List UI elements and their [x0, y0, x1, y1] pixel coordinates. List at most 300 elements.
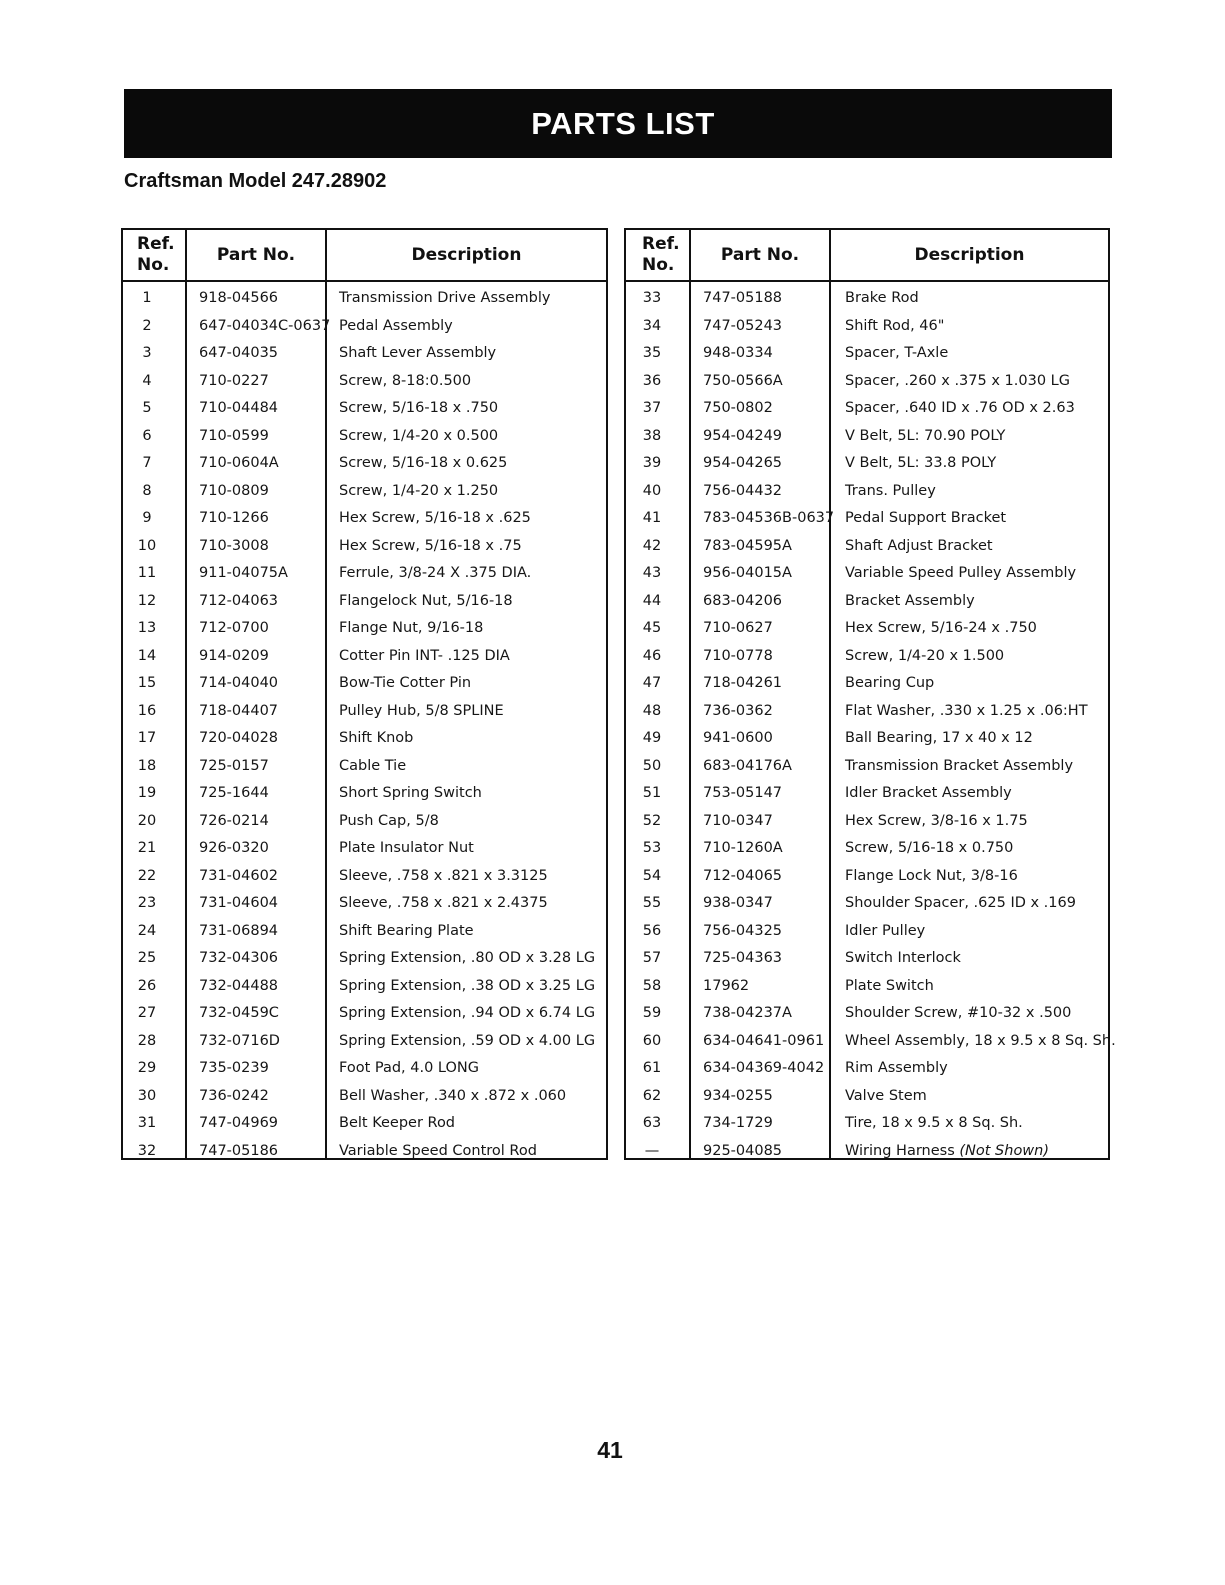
- part-no-cell: 736-0242: [199, 1087, 269, 1104]
- description-text: Trans. Pulley: [845, 482, 936, 499]
- part-no-cell: 750-0802: [703, 400, 773, 416]
- part-no-cell: 954-04265: [703, 455, 783, 471]
- description-cell: [845, 672, 934, 700]
- table-row: [123, 1057, 606, 1085]
- table-row: [626, 287, 1108, 315]
- description-cell: [339, 645, 510, 673]
- description-text: Switch Interlock: [845, 950, 961, 966]
- ref-no-cell: 21: [137, 840, 157, 856]
- table-row: [626, 1140, 1108, 1168]
- description-text: Variable Speed Pulley Assembly: [845, 565, 1077, 581]
- description-text: Spring Extension, .38 OD x 3.25 LG: [339, 977, 596, 994]
- description-cell: [845, 1112, 1023, 1140]
- description-text: Bearing Cup: [845, 675, 935, 691]
- part-no-cell: 647-04034C-0637: [199, 317, 331, 334]
- part-no-cell: 712-04063: [199, 592, 279, 609]
- ref-no-cell: 38: [642, 427, 662, 444]
- ref-no-header: [642, 230, 688, 280]
- table-row: [123, 287, 606, 315]
- part-no-cell: 756-04325: [703, 922, 783, 939]
- description-text: Spacer, .640 ID x .76 OD x 2.63: [845, 400, 1075, 416]
- part-no-cell: 710-1266: [199, 510, 269, 526]
- table-row: [626, 1057, 1108, 1085]
- description-text: Hex Screw, 5/16-18 x .625: [339, 510, 531, 526]
- ref-header-line1: Ref.: [642, 234, 680, 254]
- description-text: Spring Extension, .94 OD x 6.74 LG: [339, 1005, 596, 1021]
- description-text: Flange Lock Nut, 3/8-16: [845, 867, 1018, 884]
- ref-header-line1: Ref.: [137, 234, 175, 254]
- ref-no-cell: —: [644, 1142, 660, 1159]
- ref-no-cell: 8: [142, 482, 152, 499]
- description-text: Idler Bracket Assembly: [845, 785, 1012, 801]
- description-text: Push Cap, 5/8: [339, 812, 439, 829]
- description-text: Sleeve, .758 x .821 x 3.3125: [339, 867, 548, 884]
- ref-no-cell: 28: [137, 1032, 157, 1049]
- table-row: [626, 700, 1108, 728]
- ref-no-cell: 1: [142, 290, 152, 306]
- description-note: (Not Shown): [959, 1142, 1050, 1159]
- table-row: [123, 535, 606, 563]
- part-no-cell: 934-0255: [703, 1087, 773, 1104]
- description-cell: [845, 1002, 1071, 1030]
- page-title: PARTS LIST: [531, 105, 715, 141]
- table-row: [123, 1140, 606, 1168]
- part-no-cell: 938-0347: [703, 895, 773, 911]
- ref-no-cell: 50: [642, 757, 662, 774]
- description-cell: [339, 672, 471, 700]
- description-cell: [339, 975, 595, 1003]
- ref-no-cell: 6: [142, 427, 152, 444]
- description-text: Valve Stem: [845, 1087, 927, 1104]
- parts-list-banner: [124, 89, 1112, 158]
- part-no-cell: 712-0700: [199, 620, 269, 636]
- description-cell: [339, 287, 550, 315]
- table-row: [626, 617, 1108, 645]
- description-cell: [339, 1085, 566, 1113]
- description-cell: [845, 507, 1006, 535]
- table-row: [123, 1002, 606, 1030]
- part-no-cell: 710-3008: [199, 537, 269, 554]
- description-text: Shaft Lever Assembly: [339, 345, 497, 361]
- description-cell: [339, 782, 482, 810]
- table-row: [626, 645, 1108, 673]
- table-row: [123, 755, 606, 783]
- part-no-cell: 738-04237A: [703, 1005, 792, 1021]
- description-cell: [339, 1112, 455, 1140]
- table-row: [626, 452, 1108, 480]
- description-cell: [339, 947, 595, 975]
- ref-no-cell: 39: [642, 455, 662, 471]
- description-text: Short Spring Switch: [339, 785, 482, 801]
- description-text: Wiring Harness: [845, 1142, 955, 1159]
- table-row: [626, 727, 1108, 755]
- ref-no-cell: 40: [642, 482, 662, 499]
- ref-no-cell: 57: [642, 950, 662, 966]
- description-cell: [339, 342, 496, 370]
- ref-no-cell: 32: [137, 1142, 157, 1159]
- table-row: [626, 480, 1108, 508]
- description-cell: [845, 452, 996, 480]
- ref-no-cell: 60: [642, 1032, 662, 1049]
- table-row: [626, 810, 1108, 838]
- part-no-cell: 753-05147: [703, 785, 783, 801]
- description-cell: [339, 507, 531, 535]
- ref-no-cell: 15: [137, 675, 157, 691]
- part-no-cell: 911-04075A: [199, 565, 288, 581]
- ref-header-line2: No.: [137, 255, 170, 275]
- part-no-cell: 647-04035: [199, 345, 279, 361]
- description-text: Hex Screw, 5/16-18 x .75: [339, 537, 522, 554]
- table-row: [626, 892, 1108, 920]
- part-no-cell: 732-0716D: [199, 1032, 280, 1049]
- description-text: Belt Keeper Rod: [339, 1115, 456, 1131]
- description-text: Sleeve, .758 x .821 x 2.4375: [339, 895, 548, 911]
- ref-no-cell: 54: [642, 867, 662, 884]
- part-no-cell: 712-04065: [703, 867, 783, 884]
- ref-no-cell: 58: [642, 977, 662, 994]
- table-row: [626, 755, 1108, 783]
- description-cell: [845, 590, 975, 618]
- description-cell: [845, 397, 1075, 425]
- table-row: [626, 425, 1108, 453]
- part-no-cell: 948-0334: [703, 345, 773, 361]
- part-no-cell: 732-04306: [199, 950, 279, 966]
- part-no-cell: 914-0209: [199, 647, 269, 664]
- table-row: [626, 975, 1108, 1003]
- description-cell: [845, 342, 948, 370]
- description-text: Spring Extension, .80 OD x 3.28 LG: [339, 950, 596, 966]
- table-row: [626, 947, 1108, 975]
- description-cell: [339, 755, 406, 783]
- ref-no-cell: 12: [137, 592, 157, 609]
- description-text: Ferrule, 3/8-24 X .375 DIA.: [339, 565, 532, 581]
- description-cell: [845, 727, 1033, 755]
- description-header: Description: [411, 245, 522, 265]
- ref-no-cell: 55: [642, 895, 662, 911]
- ref-no-cell: 23: [137, 895, 157, 911]
- table-row: [123, 645, 606, 673]
- table-row: [626, 507, 1108, 535]
- description-cell: [845, 1085, 927, 1113]
- ref-no-cell: 46: [642, 647, 662, 664]
- description-text: Shift Rod, 46": [845, 317, 945, 334]
- part-no-cell: 732-0459C: [199, 1005, 279, 1021]
- table-row: [123, 947, 606, 975]
- part-no-cell: 710-0809: [199, 482, 269, 499]
- description-text: Transmission Drive Assembly: [339, 290, 551, 306]
- description-cell: [339, 920, 474, 948]
- ref-no-cell: 61: [642, 1060, 662, 1076]
- ref-no-cell: 10: [137, 537, 157, 554]
- description-cell: [339, 1030, 595, 1058]
- part-no-cell: 918-04566: [199, 290, 279, 306]
- ref-no-cell: 33: [642, 290, 662, 306]
- description-cell: [339, 425, 498, 453]
- table-row: [626, 1085, 1108, 1113]
- ref-no-cell: 3: [142, 345, 152, 361]
- part-no-cell: 710-04484: [199, 400, 279, 416]
- ref-no-cell: 48: [642, 702, 662, 719]
- part-no-cell: 683-04206: [703, 592, 783, 609]
- ref-no-cell: 44: [642, 592, 662, 609]
- part-no-cell: 956-04015A: [703, 565, 792, 581]
- description-cell: [845, 700, 1088, 728]
- table-row: [626, 1002, 1108, 1030]
- part-no-cell: 747-04969: [199, 1115, 279, 1131]
- description-text: Transmission Bracket Assembly: [845, 757, 1074, 774]
- part-no-cell: 756-04432: [703, 482, 783, 499]
- table-row: [123, 425, 606, 453]
- part-no-cell: 726-0214: [199, 812, 269, 829]
- ref-no-cell: 5: [142, 400, 152, 416]
- description-cell: [339, 892, 548, 920]
- page-number: 41: [597, 1437, 623, 1463]
- part-no-cell: 710-0604A: [199, 455, 279, 471]
- ref-no-cell: 62: [642, 1087, 662, 1104]
- ref-no-cell: 56: [642, 922, 662, 939]
- part-no-cell: 710-0227: [199, 372, 269, 389]
- description-text: Flat Washer, .330 x 1.25 x .06:HT: [845, 702, 1088, 719]
- table-row: [123, 810, 606, 838]
- table-row: [626, 590, 1108, 618]
- ref-no-header: [137, 230, 183, 280]
- ref-no-cell: 17: [137, 730, 157, 746]
- description-text: Pulley Hub, 5/8 SPLINE: [339, 702, 504, 719]
- description-text: Variable Speed Control Rod: [339, 1142, 537, 1159]
- part-no-cell: 954-04249: [703, 427, 783, 444]
- table-row: [123, 342, 606, 370]
- description-cell: [339, 562, 531, 590]
- part-no-cell: 683-04176A: [703, 757, 792, 774]
- part-no-cell: 941-0600: [703, 730, 773, 746]
- table-row: [123, 975, 606, 1003]
- ref-no-cell: 29: [137, 1060, 157, 1076]
- table-row: [626, 370, 1108, 398]
- part-no-cell: 710-0347: [703, 812, 773, 829]
- part-no-cell: 750-0566A: [703, 372, 783, 389]
- table-row: [123, 480, 606, 508]
- ref-no-cell: 31: [137, 1115, 157, 1131]
- table-row: [123, 617, 606, 645]
- ref-no-cell: 4: [142, 372, 152, 389]
- part-no-cell: 731-06894: [199, 922, 279, 939]
- description-cell: [845, 947, 961, 975]
- table-row: [123, 397, 606, 425]
- ref-no-cell: 22: [137, 867, 157, 884]
- description-text: Idler Pulley: [845, 922, 926, 939]
- description-cell: [845, 617, 1037, 645]
- description-cell: [845, 535, 993, 563]
- ref-no-cell: 59: [642, 1005, 662, 1021]
- table-row: [123, 1030, 606, 1058]
- description-text: Shift Knob: [339, 730, 414, 746]
- part-no-cell: 634-04369-4042: [703, 1060, 825, 1076]
- ref-no-cell: 42: [642, 537, 662, 554]
- description-cell: [339, 837, 474, 865]
- description-cell: [845, 370, 1070, 398]
- description-cell: [845, 810, 1028, 838]
- model-heading: Craftsman Model 247.28902: [124, 170, 387, 192]
- part-no-cell: 747-05243: [703, 317, 783, 334]
- description-cell: [339, 617, 483, 645]
- description-text: Shift Bearing Plate: [339, 922, 474, 939]
- description-cell: [845, 1057, 948, 1085]
- table-row: [626, 1112, 1108, 1140]
- description-cell: [845, 892, 1076, 920]
- description-text: Tire, 18 x 9.5 x 8 Sq. Sh.: [845, 1115, 1023, 1131]
- part-no-cell: 783-04595A: [703, 537, 792, 554]
- parts-table-left: [121, 228, 608, 1160]
- description-cell: [845, 315, 944, 343]
- table-row: [626, 397, 1108, 425]
- description-cell: [845, 920, 925, 948]
- table-row: [123, 590, 606, 618]
- description-text: Flange Nut, 9/16-18: [339, 620, 484, 636]
- ref-no-cell: 34: [642, 317, 662, 334]
- description-cell: [339, 1002, 595, 1030]
- part-no-cell: 734-1729: [703, 1115, 773, 1131]
- description-cell: [339, 452, 507, 480]
- description-text: V Belt, 5L: 70.90 POLY: [845, 427, 1006, 444]
- description-text: Wheel Assembly, 18 x 9.5 x 8 Sq. Sh.: [845, 1032, 1116, 1049]
- part-no-cell: 783-04536B-0637: [703, 510, 835, 526]
- table-row: [123, 920, 606, 948]
- description-cell: [339, 1057, 479, 1085]
- description-text: Screw, 8-18:0.500: [339, 372, 472, 389]
- table-row: [123, 1112, 606, 1140]
- part-no-cell: 731-04604: [199, 895, 279, 911]
- ref-no-cell: 63: [642, 1115, 662, 1131]
- description-text: Screw, 5/16-18 x 0.625: [339, 455, 508, 471]
- description-text: Bracket Assembly: [845, 592, 975, 609]
- table-row: [626, 782, 1108, 810]
- description-cell: [845, 645, 1004, 673]
- description-cell: [845, 1140, 1049, 1168]
- ref-no-cell: 20: [137, 812, 157, 829]
- table-row: [626, 920, 1108, 948]
- table-row: [123, 727, 606, 755]
- part-no-cell: 925-04085: [703, 1142, 783, 1159]
- description-text: Screw, 1/4-20 x 1.500: [845, 647, 1005, 664]
- ref-no-cell: 30: [137, 1087, 157, 1104]
- description-text: Bow-Tie Cotter Pin: [339, 675, 472, 691]
- description-cell: [339, 865, 548, 893]
- part-no-cell: 17962: [703, 977, 750, 994]
- part-no-cell: 725-04363: [703, 950, 783, 966]
- ref-no-cell: 47: [642, 675, 662, 691]
- description-cell: [845, 755, 1073, 783]
- part-no-cell: 710-1260A: [703, 840, 783, 856]
- description-cell: [339, 315, 453, 343]
- description-text: Screw, 5/16-18 x 0.750: [845, 840, 1014, 856]
- part-no-cell: 710-0627: [703, 620, 773, 636]
- description-cell: [845, 782, 1012, 810]
- description-cell: [339, 810, 439, 838]
- ref-no-cell: 53: [642, 840, 662, 856]
- ref-no-cell: 16: [137, 702, 157, 719]
- description-text: Brake Rod: [845, 290, 919, 306]
- description-text: Screw, 1/4-20 x 1.250: [339, 482, 499, 499]
- ref-no-cell: 27: [137, 1005, 157, 1021]
- description-text: Spring Extension, .59 OD x 4.00 LG: [339, 1032, 596, 1049]
- table-header: [626, 230, 1108, 282]
- part-no-cell: 710-0599: [199, 427, 269, 444]
- ref-no-cell: 41: [642, 510, 662, 526]
- description-text: Shoulder Screw, #10-32 x .500: [845, 1005, 1072, 1021]
- part-no-cell: 926-0320: [199, 840, 269, 856]
- ref-no-cell: 19: [137, 785, 157, 801]
- description-cell: [845, 562, 1076, 590]
- table-row: [626, 562, 1108, 590]
- description-text: Plate Switch: [845, 977, 934, 994]
- part-no-cell: 747-05186: [199, 1142, 279, 1159]
- table-row: [123, 507, 606, 535]
- description-text: Rim Assembly: [845, 1060, 948, 1076]
- description-cell: [339, 535, 522, 563]
- ref-no-cell: 24: [137, 922, 157, 939]
- description-text: Pedal Support Bracket: [845, 510, 1007, 526]
- description-text: Screw, 5/16-18 x .750: [339, 400, 499, 416]
- part-no-cell: 735-0239: [199, 1060, 269, 1076]
- ref-no-cell: 36: [642, 372, 662, 389]
- table-header: [123, 230, 606, 282]
- ref-no-cell: 7: [142, 455, 152, 471]
- part-no-header: Part No.: [720, 245, 800, 265]
- part-no-cell: 634-04641-0961: [703, 1032, 825, 1049]
- part-no-cell: 731-04602: [199, 867, 279, 884]
- part-no-cell: 725-1644: [199, 785, 269, 801]
- ref-no-cell: 2: [142, 317, 152, 334]
- table-row: [626, 1030, 1116, 1058]
- table-row: [123, 452, 606, 480]
- table-row: [626, 535, 1108, 563]
- description-text: Shoulder Spacer, .625 ID x .169: [845, 895, 1076, 911]
- table-row: [123, 865, 606, 893]
- description-cell: [339, 590, 513, 618]
- ref-no-cell: 11: [137, 565, 157, 581]
- description-cell: [339, 700, 504, 728]
- description-cell: [339, 1140, 537, 1168]
- part-no-cell: 714-04040: [199, 675, 279, 691]
- table-row: [123, 837, 606, 865]
- part-no-header: Part No.: [216, 245, 296, 265]
- parts-table-right: [624, 228, 1116, 1160]
- ref-no-cell: 52: [642, 812, 662, 829]
- description-cell: [845, 287, 919, 315]
- description-text: Plate Insulator Nut: [339, 840, 474, 856]
- description-text: V Belt, 5L: 33.8 POLY: [845, 455, 997, 471]
- table-row: [626, 672, 1108, 700]
- ref-no-cell: 51: [642, 785, 662, 801]
- part-no-cell: 718-04407: [199, 702, 279, 719]
- part-no-cell: 710-0778: [703, 647, 773, 664]
- part-no-cell: 736-0362: [703, 702, 773, 719]
- description-cell: [339, 480, 498, 508]
- description-text: Ball Bearing, 17 x 40 x 12: [845, 730, 1033, 746]
- ref-header-line2: No.: [642, 255, 675, 275]
- description-text: Bell Washer, .340 x .872 x .060: [339, 1087, 567, 1104]
- description-cell: [339, 370, 471, 398]
- description-cell: [339, 727, 413, 755]
- table-body: [626, 287, 1116, 1167]
- table-row: [123, 315, 606, 343]
- table-row: [123, 782, 606, 810]
- table-row: [123, 370, 606, 398]
- table-row: [626, 342, 1108, 370]
- ref-no-cell: 13: [137, 620, 157, 636]
- description-cell: [845, 865, 1018, 893]
- description-text: Pedal Assembly: [339, 317, 453, 334]
